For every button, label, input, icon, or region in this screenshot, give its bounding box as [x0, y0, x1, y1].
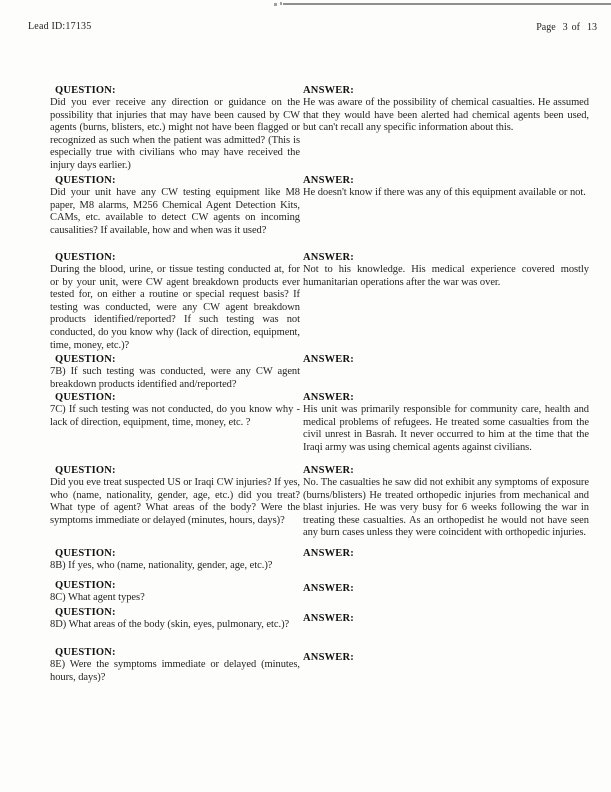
answer-block	[303, 579, 589, 595]
answer-text: No. The casualties he saw did not exhibit any symptoms of exposure (burns/blisters) He treated orthopedic injuries from mechanical and blast injuries. He was very busy for 6 weeks following the war in treating these casualties. As an orthopedist he would not have seen any burn cases unless they were coincident with orthopedic injuries.	[303, 477, 589, 539]
question-block	[50, 606, 300, 632]
answer-label: ANSWER:	[303, 583, 354, 594]
answer-block	[303, 251, 589, 289]
page-indicator	[536, 22, 597, 33]
question-label: QUESTION:	[55, 548, 116, 559]
question-block	[50, 251, 300, 352]
answer-label: ANSWER:	[303, 465, 354, 476]
question-text: Did you eve treat suspected US or Iraqi CW injuries? If yes, who (name, nationality, gender, age, etc.) did you treat? What type of agent? What areas of the body? Were the symptoms immediate or delayed (minutes, hours, days)?	[50, 477, 300, 526]
question-text: 8E) Were the symptoms immediate or delayed (minutes, hours, days)?	[50, 659, 300, 683]
answer-label: ANSWER:	[303, 175, 354, 186]
question-text: 8B) If yes, who (name, nationality, gender, age, etc.)?	[50, 560, 273, 571]
question-label: QUESTION:	[55, 85, 116, 96]
question-label: QUESTION:	[55, 354, 116, 365]
lead-id: Lead ID:17135	[28, 21, 92, 32]
question-block	[50, 579, 300, 605]
page-number: 3	[562, 22, 568, 33]
answer-label: ANSWER:	[303, 652, 354, 663]
question-block	[50, 391, 300, 429]
answer-block	[303, 646, 589, 664]
question-block	[50, 84, 300, 173]
question-label: QUESTION:	[55, 392, 116, 403]
page-label: Page	[536, 22, 556, 33]
answer-label: ANSWER:	[303, 548, 354, 559]
question-text: 7B) If such testing was conducted, were any CW agent breakdown products identified and/reported?	[50, 366, 300, 390]
answer-text: He doesn't know if there was any of this equipment available or not.	[303, 187, 586, 198]
scan-artifact-line	[283, 3, 611, 5]
answer-text: Not to his knowledge. His medical experience covered mostly humanitarian operations after the war was over.	[303, 264, 589, 288]
page-of-label: of	[571, 22, 580, 33]
answer-label: ANSWER:	[303, 354, 354, 365]
answer-block	[303, 606, 589, 625]
question-label: QUESTION:	[55, 647, 116, 658]
answer-text: His unit was primarily responsible for community care, health and medical problems of refugees. He treated some casualties from the civil unrest in Basrah. It never occurred to him at the time that the Iraqi army was using chemical agents against civilians.	[303, 404, 589, 453]
answer-block	[303, 353, 589, 366]
question-block	[50, 464, 300, 527]
question-label: QUESTION:	[55, 175, 116, 186]
question-text: Did you ever receive any direction or guidance on the possibility that injuries that may have been caused by CW agents (burns, blisters, etc.) might not have been flagged or recognized as such when the patient was admitted? (This is especially true with civilians who may have received the injury days earlier.)	[50, 97, 300, 171]
scan-artifact-dot	[280, 2, 282, 5]
answer-label: ANSWER:	[303, 613, 354, 624]
answer-block	[303, 464, 589, 540]
question-label: QUESTION:	[55, 580, 116, 591]
question-label: QUESTION:	[55, 252, 116, 263]
question-text: During the blood, urine, or tissue testing conducted at, for or by your unit, were CW agent breakdown products ever tested for, on either a routine or special request basis? If testing was conducted, were any CW agent breakdown products identified/reported? If such testing was not conducted, do you know why (lack of direction, equipment, time, money, etc.)?	[50, 264, 300, 351]
page-total: 13	[587, 22, 597, 33]
answer-label: ANSWER:	[303, 85, 354, 96]
question-block	[50, 174, 300, 237]
question-label: QUESTION:	[55, 607, 116, 618]
question-block	[50, 547, 300, 573]
question-text: Did your unit have any CW testing equipment like M8 paper, M8 alarms, M256 Chemical Agent Detection Kits, CAMs, etc. available to detect CW agents on incoming causalities? If available, how and when was it used?	[50, 187, 300, 236]
question-block	[50, 646, 300, 684]
answer-label: ANSWER:	[303, 392, 354, 403]
answer-text: He was aware of the possibility of chemical casualties. He assumed that they would have been alerted had chemical agents been used, but can't recall any specific information about this.	[303, 97, 589, 134]
question-text: 8C) What agent types?	[50, 592, 145, 603]
answer-block	[303, 84, 589, 135]
answer-label: ANSWER:	[303, 252, 354, 263]
answer-block	[303, 174, 589, 200]
question-label: QUESTION:	[55, 465, 116, 476]
question-block	[50, 353, 300, 391]
answer-block	[303, 391, 589, 454]
question-text: 7C) If such testing was not conducted, do you know why - lack of direction, equipment, time, money, etc. ?	[50, 404, 300, 428]
answer-block	[303, 547, 589, 560]
scan-artifact-dot	[274, 3, 277, 6]
question-text: 8D) What areas of the body (skin, eyes, pulmonary, etc.)?	[50, 619, 290, 630]
